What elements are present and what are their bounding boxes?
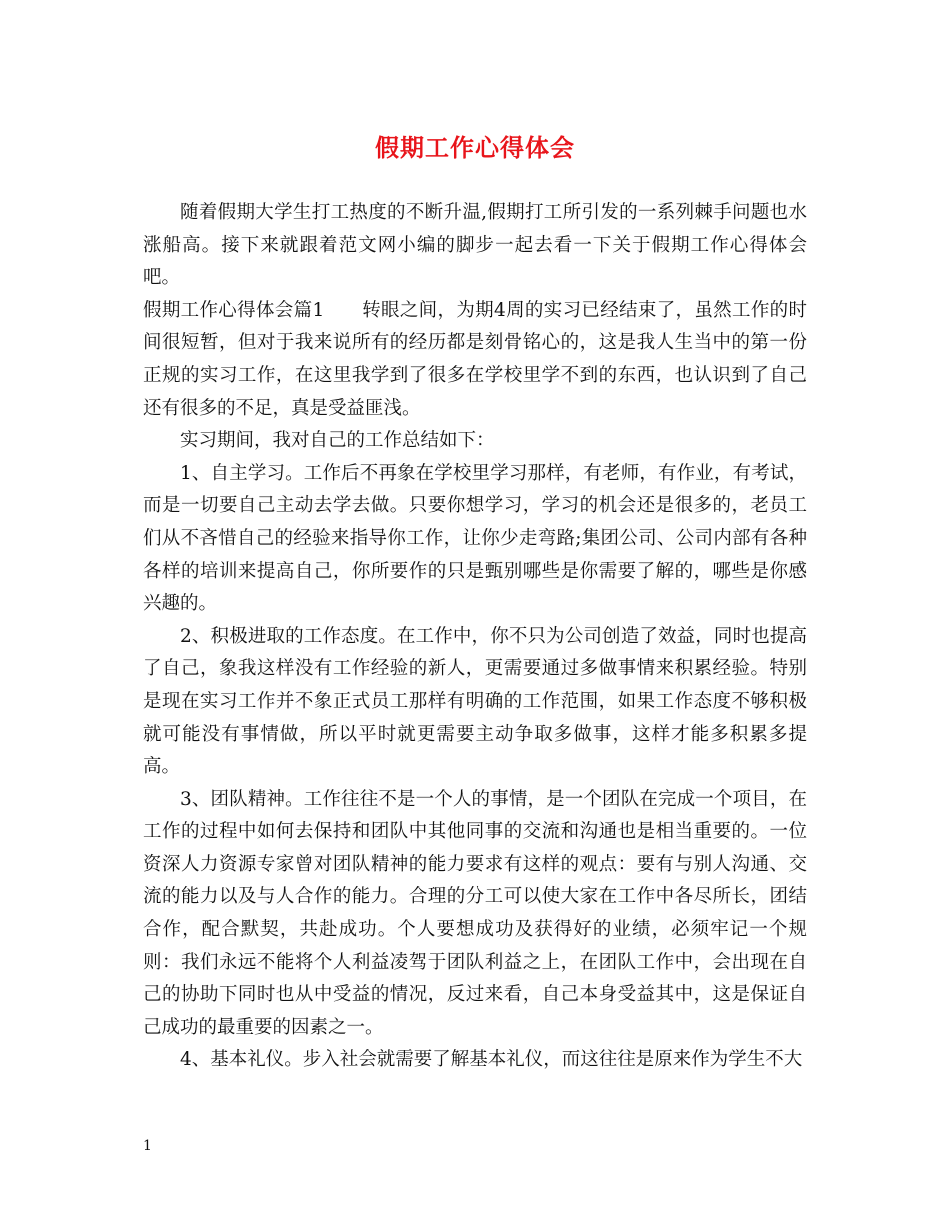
- point-three-paragraph: 3、团队精神。工作往往不是一个人的事情，是一个团队在完成一个项目，在工作的过程中如何去保持和团队中其他同事的交流和沟通也是相当重要的。一位资深人力资源专家曾对团队精神的能力要求有这样的观点：要有与别人沟通、交流的能力以及与人合作的能力。合理的分工可以使大家在工作中各尽所长，团结合作，配合默契，共赴成功。个人要想成功及获得好的业绩，必须牢记一个规则：我们永远不能将个人利益凌驾于团队利益之上，在团队工作中，会出现在自己的协助下同时也从中受益的情况，反过来看，自己本身受益其中，这是保证自己成功的最重要的因素之一。: [143, 788, 807, 1038]
- page-number: 1: [143, 1138, 152, 1154]
- summary-intro-paragraph: 实习期间，我对自己的工作总结如下：: [180, 430, 495, 452]
- point-two-paragraph: 2、积极进取的工作态度。在工作中，你不只为公司创造了效益，同时也提高了自己，象我这样没有工作经验的新人，更需要通过多做事情来积累经验。特别是现在实习工作并不象正式员工那样有明确的工作范围，如果工作态度不够积极就可能没有事情做，所以平时就更需要主动争取多做事，这样才能多积累多提高。: [143, 625, 807, 778]
- point-four-paragraph: 4、基本礼仪。步入社会就需要了解基本礼仪，而这往往是原来作为学生不大: [180, 1049, 803, 1071]
- document-body: [143, 197, 807, 1077]
- intro-paragraph: 随着假期大学生打工热度的不断升温,假期打工所引发的一系列棘手问题也水涨船高。接下来就跟着范文网小编的脚步一起去看一下关于假期工作心得体会吧。: [143, 202, 807, 289]
- document-title: 假期工作心得体会: [375, 133, 575, 162]
- point-one-paragraph: 1、自主学习。工作后不再象在学校里学习那样，有老师，有作业，有考试，而是一切要自己主动去学去做。只要你想学习，学习的机会还是很多的，老员工们从不吝惜自己的经验来指导你工作，让你少走弯路;集团公司、公司内部有各种各样的培训来提高自己，你所要作的只是甄别哪些是你需要了解的，哪些是你感兴趣的。: [143, 462, 807, 615]
- article-one-paragraph: 假期工作心得体会篇1 转眼之间，为期4周的实习已经结束了，虽然工作的时间很短暂，但对于我来说所有的经历都是刻骨铭心的，这是我人生当中的第一份正规的实习工作，在这里我学到了很多在学校里学不到的东西，也认识到了自己还有很多的不足，真是受益匪浅。: [143, 299, 807, 419]
